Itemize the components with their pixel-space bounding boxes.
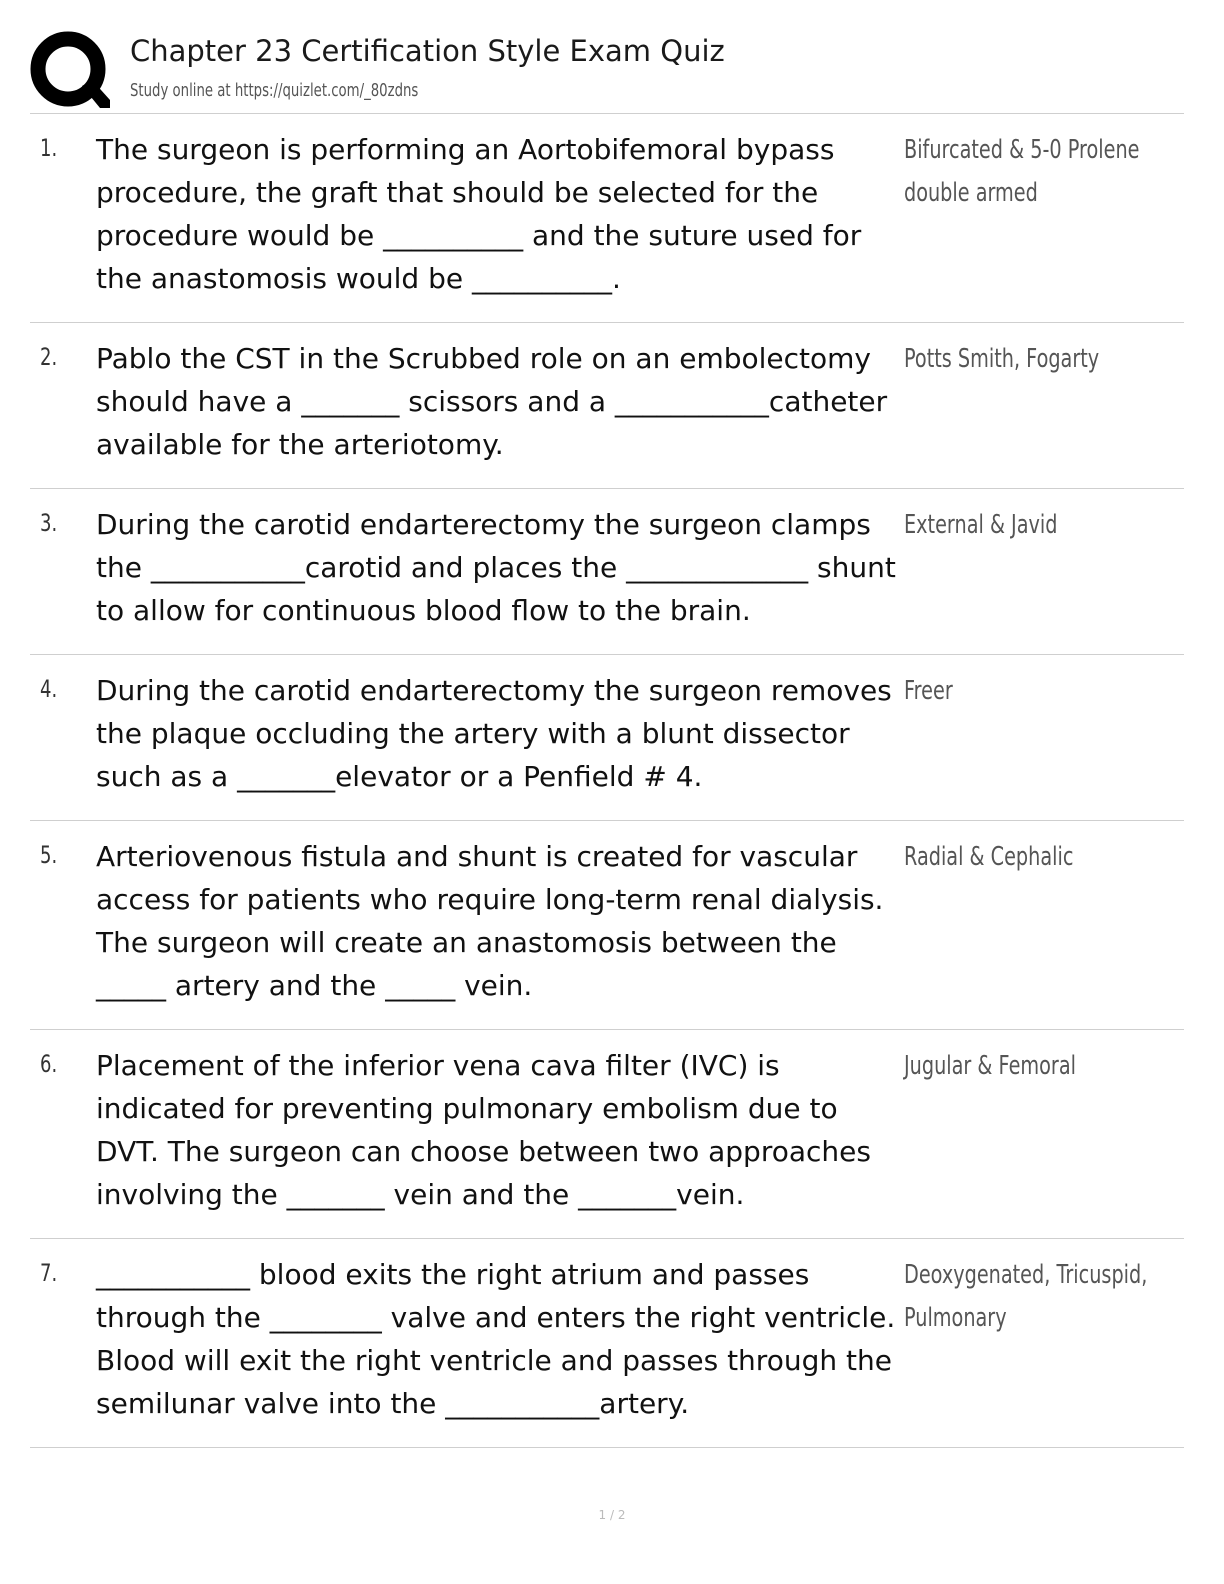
question-text: Placement of the inferior vena cava filter (IVC) is indicated for preventing pulmonary embolism due to DVT. The surgeon can choose between two approaches involving the _______ vein and the _______vein. [96,1049,871,1211]
answer-text: Freer [904,676,953,706]
question-item [30,655,1184,821]
question-text: The surgeon is performing an Aortobifemoral bypass procedure, the graft that should be selected for the procedure would be __________ and the suture used for the anastomosis would be __________. [96,133,862,295]
question-item [30,323,1184,489]
page-number: 1 / 2 [598,1508,626,1522]
study-online-link[interactable]: Study online at https://quizlet.com/_80zdns [130,80,419,101]
question-number: 7. [40,1259,58,1287]
answer-text: Potts Smith, Fogarty [904,344,1100,374]
answer-text: Jugular & Femoral [904,1051,1076,1081]
question-item [30,821,1184,1030]
answer-text: Deoxygenated, Tricuspid, Pulmonary [904,1260,1148,1333]
question-text: Arteriovenous fistula and shunt is created for vascular access for patients who require long-term renal dialysis. The surgeon will create an anastomosis between the _____ artery and the _____ vein. [96,840,884,1002]
question-text: During the carotid endarterectomy the surgeon clamps the ___________carotid and places the _____________ shunt to allow for continuous blood flow to the brain. [96,508,896,627]
page-header [30,28,1184,114]
question-item [30,489,1184,655]
page-title: Chapter 23 Certification Style Exam Quiz [130,34,725,68]
question-item [30,1239,1184,1448]
question-number: 6. [40,1050,58,1078]
question-number: 4. [40,675,58,703]
answer-text: Bifurcated & 5-0 Prolene double armed [904,135,1140,208]
question-number: 1. [40,134,58,162]
question-list [30,114,1184,1448]
question-number: 3. [40,509,58,537]
question-item [30,1030,1184,1239]
question-text: Pablo the CST in the Scrubbed role on an embolectomy should have a _______ scissors and a ___________catheter available for the arteriotomy. [96,342,888,461]
question-number: 5. [40,841,58,869]
answer-text: External & Javid [904,510,1058,540]
question-text: During the carotid endarterectomy the surgeon removes the plaque occluding the artery with a blunt dissector such as a _______elevator or a Penfield # 4. [96,674,892,793]
question-text: ___________ blood exits the right atrium and passes through the ________ valve and enters the right ventricle. Blood will exit the right ventricle and passes through the semilunar valve into the ___________artery. [96,1258,896,1420]
answer-text: Radial & Cephalic [904,842,1074,872]
quizlet-logo-icon [30,30,110,110]
question-number: 2. [40,343,58,371]
question-item [30,114,1184,323]
